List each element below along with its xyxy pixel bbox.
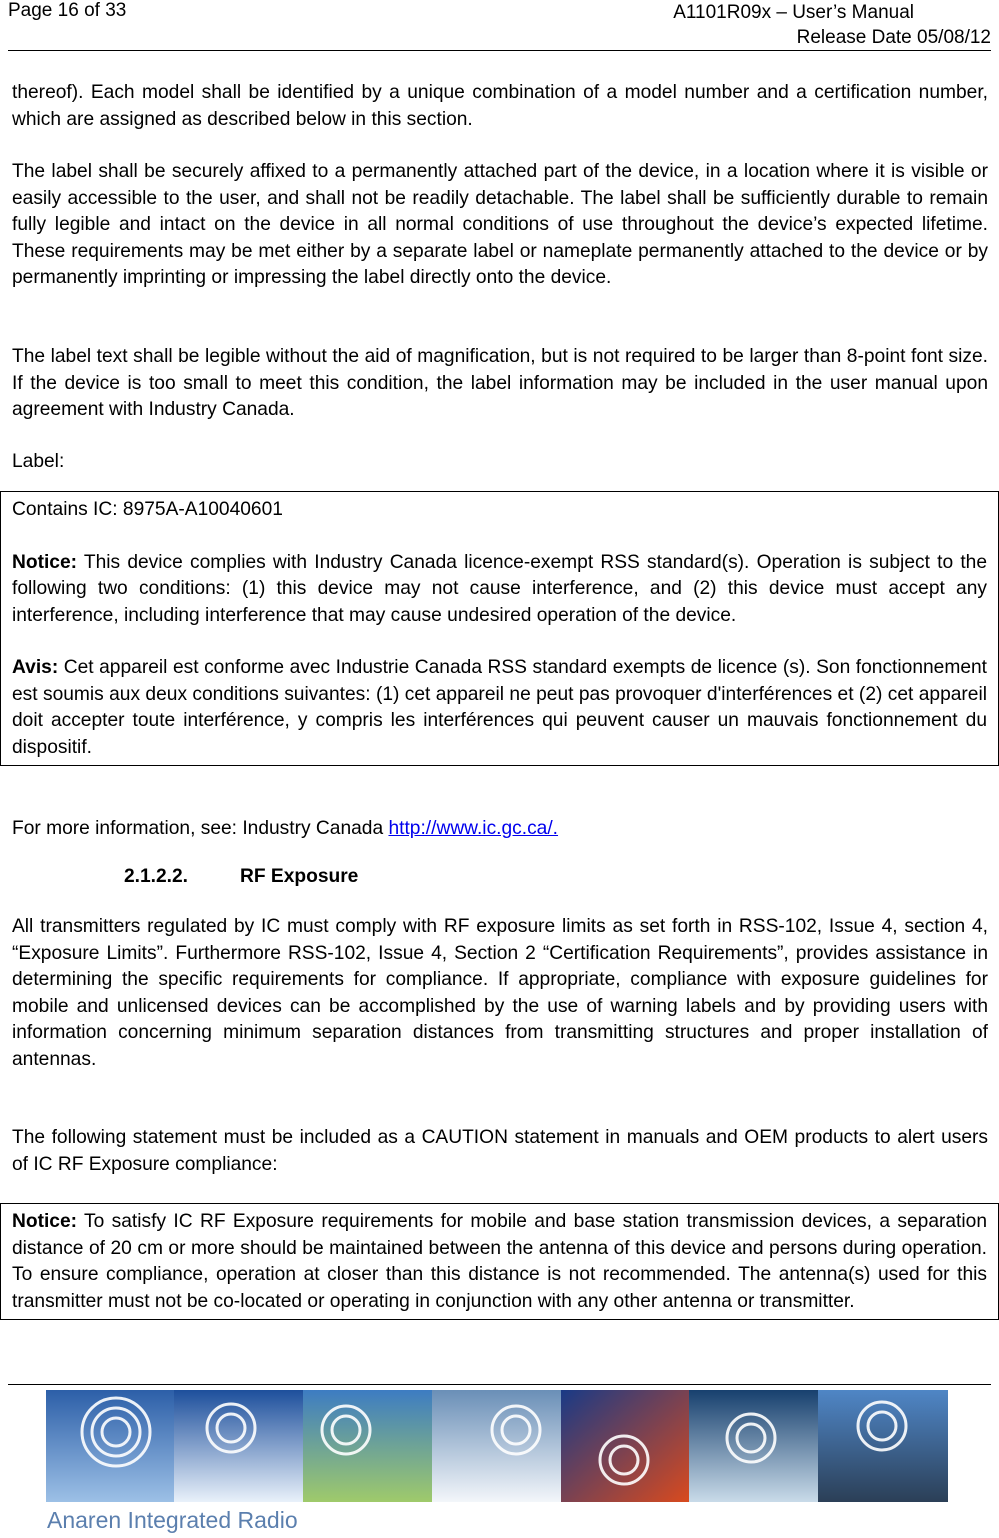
rf-notice-paragraph	[12, 1209, 987, 1315]
footer-banner	[46, 1390, 948, 1502]
rf-notice-box	[0, 1203, 999, 1320]
footer-divider	[8, 1384, 991, 1385]
contains-ic: Contains IC: 8975A-A10040601	[12, 499, 283, 520]
paragraph-label-requirements: The label shall be securely affixed to a permanently attached part of the device, in a location where it is visible or easily accessible to the user, and shall not be readily detachable. The label shall be sufficiently durable to remain fully legible and intact on the device in all normal conditions of use throughout the device’s expected lifetime. These requirements may be met either by a separate label or nameplate permanently attached to the device or by permanently imprinting or impressing the label directly onto the device.	[12, 161, 988, 288]
rf-notice-text: To satisfy IC RF Exposure requirements for mobile and base station transmission devices, a separation distance of 20 cm or more should be maintained between the antenna of this device and persons during operation. To ensure compliance, operation at closer than this distance is not recommended. The antenna(s) used for this transmitter must not be co-located or operating in conjunction with any other antenna or transmitter.	[12, 1211, 987, 1312]
section-number: 2.1.2.2.	[124, 866, 189, 887]
anaren-brand: Anaren Integrated Radio	[47, 1507, 298, 1533]
industry-canada-link[interactable]: http://www.ic.gc.ca/.	[388, 818, 559, 839]
manual-title: A1101R09x – User’s Manual	[673, 2, 914, 23]
notice-label: Notice:	[12, 551, 78, 573]
rf-notice-label: Notice:	[12, 1211, 78, 1232]
document-title	[673, 0, 991, 50]
label-heading: Label:	[12, 451, 65, 472]
avis-text: Cet appareil est conforme avec Industrie Canada RSS standard exempts de licence (s). Son fonctionnement est soumis aux deux conditions suivantes: (1) cet appareil ne peut pas provoquer d'interférences et (2) cet appareil doit accepter toute interférence, y compris les interférences qui peuvent causer un mauvais fonctionnement du dispositif.	[12, 657, 987, 758]
section-title: RF Exposure	[240, 866, 359, 887]
paragraph-caution-statement: The following statement must be included as a CAUTION statement in manuals and OEM products to alert users of IC RF Exposure compliance:	[12, 1127, 988, 1175]
page-number: Page 16 of 33	[8, 0, 127, 21]
paragraph-rf-exposure: All transmitters regulated by IC must comply with RF exposure limits as set forth in RSS-102, Issue 4, section 4, “Exposure Limits”. Furthermore RSS-102, Issue 4, Section 2 “Certification Requirements”, provides assistance in determining the specific requirements for compliance. If appropriate, compliance with exposure guidelines for mobile and unlicensed devices can be accomplished by the use of warning labels and by providing users with information concerning minimum separation distances from transmitting structures and proper installation of antennas.	[12, 916, 988, 1070]
avis-paragraph	[12, 655, 987, 761]
avis-label: Avis:	[12, 657, 59, 678]
notice-paragraph	[12, 550, 987, 630]
more-info-line	[12, 816, 988, 843]
paragraph-label-legibility: The label text shall be legible without the aid of magnification, but is not required to be larger than 8-point font size. If the device is too small to meet this condition, the label information may be included in the user manual upon agreement with Industry Canada.	[12, 346, 988, 420]
paragraph-identification: thereof). Each model shall be identified by a unique combination of a model number and a certification number, which are assigned as described below in this section.	[12, 82, 988, 130]
section-heading	[124, 866, 358, 888]
ic-label-box	[0, 491, 999, 766]
more-info-text: For more information, see: Industry Canada	[12, 818, 389, 839]
notice-text: This device complies with Industry Canada licence-exempt RSS standard(s). Operation is subject to the following two conditions: (1) this device may not cause interference, and (2) this device must accept any interference, including interference that may cause undesired operation of the device.	[12, 551, 987, 626]
release-date: Release Date 05/08/12	[796, 27, 991, 48]
page-header	[8, 0, 991, 51]
